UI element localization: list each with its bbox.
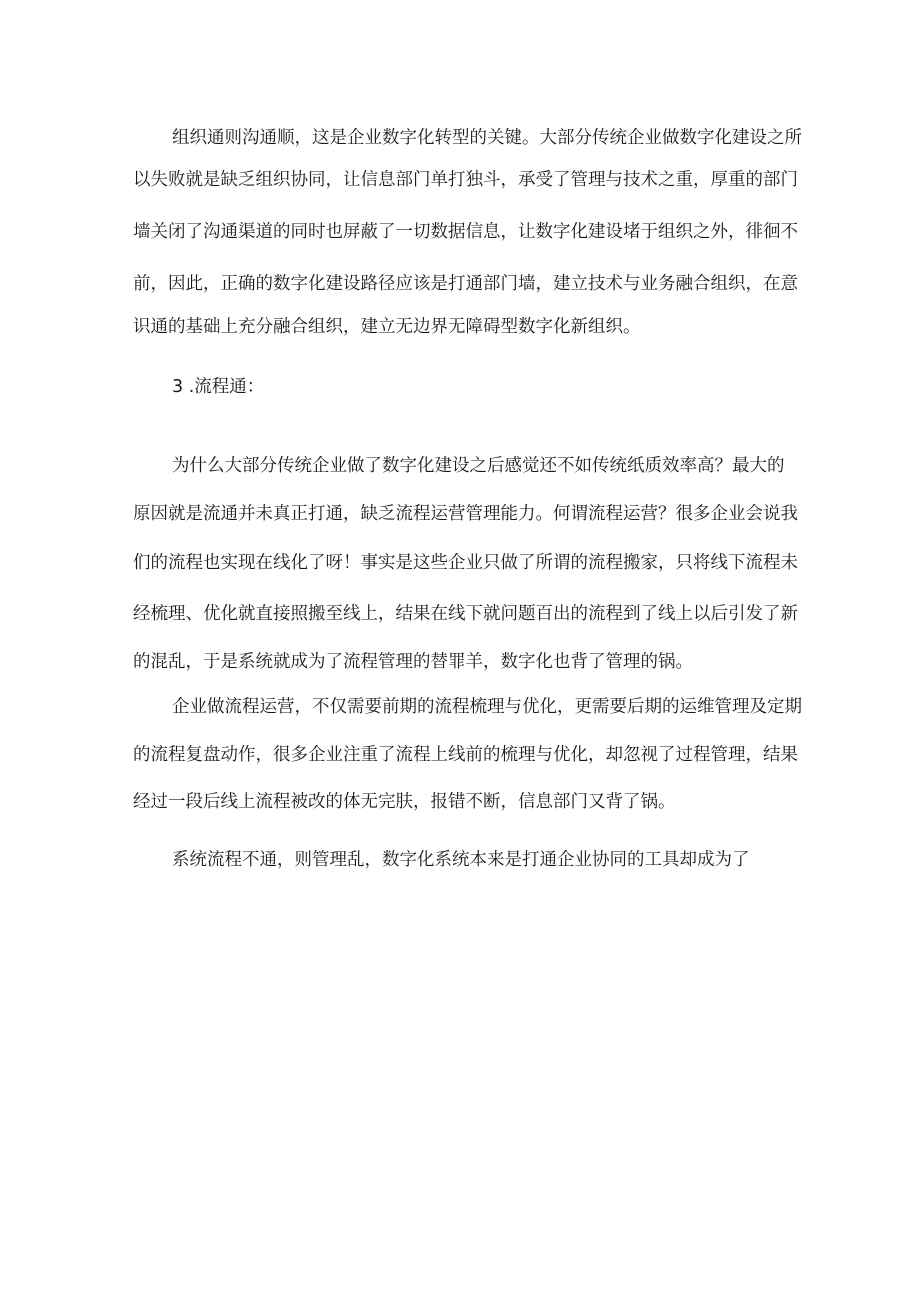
paragraph-1-line-2	[0, 160, 920, 200]
paragraph-3-line-3	[0, 782, 920, 822]
paragraph-text: 们的流程也实现在线化了呀！事实是这些企业只做了所谓的流程搬家，只将线下流程未	[133, 553, 798, 573]
paragraph-3-line-2	[0, 735, 920, 775]
paragraph-text: 企业做流程运营，不仅需要前期的流程梳理与优化，更需要后期的运维管理及定期	[172, 697, 802, 717]
paragraph-2-line-3	[0, 543, 920, 583]
paragraph-1-line-5	[0, 307, 920, 347]
paragraph-3-line-1	[0, 687, 920, 727]
paragraph-text: 墙关闭了沟通渠道的同时也屏蔽了一切数据信息，让数字化建设堵于组织之外，徘徊不	[133, 222, 798, 242]
section-heading	[0, 367, 920, 407]
paragraph-1-line-1	[0, 118, 920, 158]
paragraph-text: 组织通则沟通顺，这是企业数字化转型的关键。大部分传统企业做数字化建设之所	[172, 128, 802, 148]
paragraph-1-line-4	[0, 264, 920, 304]
paragraph-1-line-3	[0, 212, 920, 252]
paragraph-text: 的混乱，于是系统就成为了流程管理的替罪羊，数字化也背了管理的锅。	[133, 652, 693, 672]
paragraph-4-line-1	[0, 840, 920, 880]
paragraph-text: 识通的基础上充分融合组织，建立无边界无障碍型数字化新组织。	[133, 317, 641, 337]
paragraph-text: 为什么大部分传统企业做了数字化建设之后感觉还不如传统纸质效率高？最大的	[172, 456, 785, 476]
paragraph-2-line-5	[0, 642, 920, 682]
paragraph-2-line-2	[0, 494, 920, 534]
paragraph-2-line-4	[0, 594, 920, 634]
paragraph-2-line-1	[0, 446, 920, 486]
paragraph-text: 经过一段后线上流程被改的体无完肤，报错不断，信息部门又背了锅。	[133, 792, 676, 812]
paragraph-text: 系统流程不通，则管理乱，数字化系统本来是打通企业协同的工具却成为了	[172, 850, 750, 870]
paragraph-text: 以失败就是缺乏组织协同，让信息部门单打独斗，承受了管理与技术之重，厚重的部门	[133, 170, 798, 190]
paragraph-text: 原因就是流通并未真正打通，缺乏流程运营管理能力。何谓流程运营？很多企业会说我	[133, 504, 798, 524]
paragraph-text: 的流程复盘动作，很多企业注重了流程上线前的梳理与优化，却忽视了过程管理，结果	[133, 745, 798, 765]
paragraph-text: 前，因此，正确的数字化建设路径应该是打通部门墙，建立技术与业务融合组织，在意	[133, 274, 798, 294]
heading-text: 3 .流程通：	[172, 377, 265, 397]
paragraph-text: 经梳理、优化就直接照搬至线上，结果在线下就问题百出的流程到了线上以后引发了新	[133, 604, 798, 624]
